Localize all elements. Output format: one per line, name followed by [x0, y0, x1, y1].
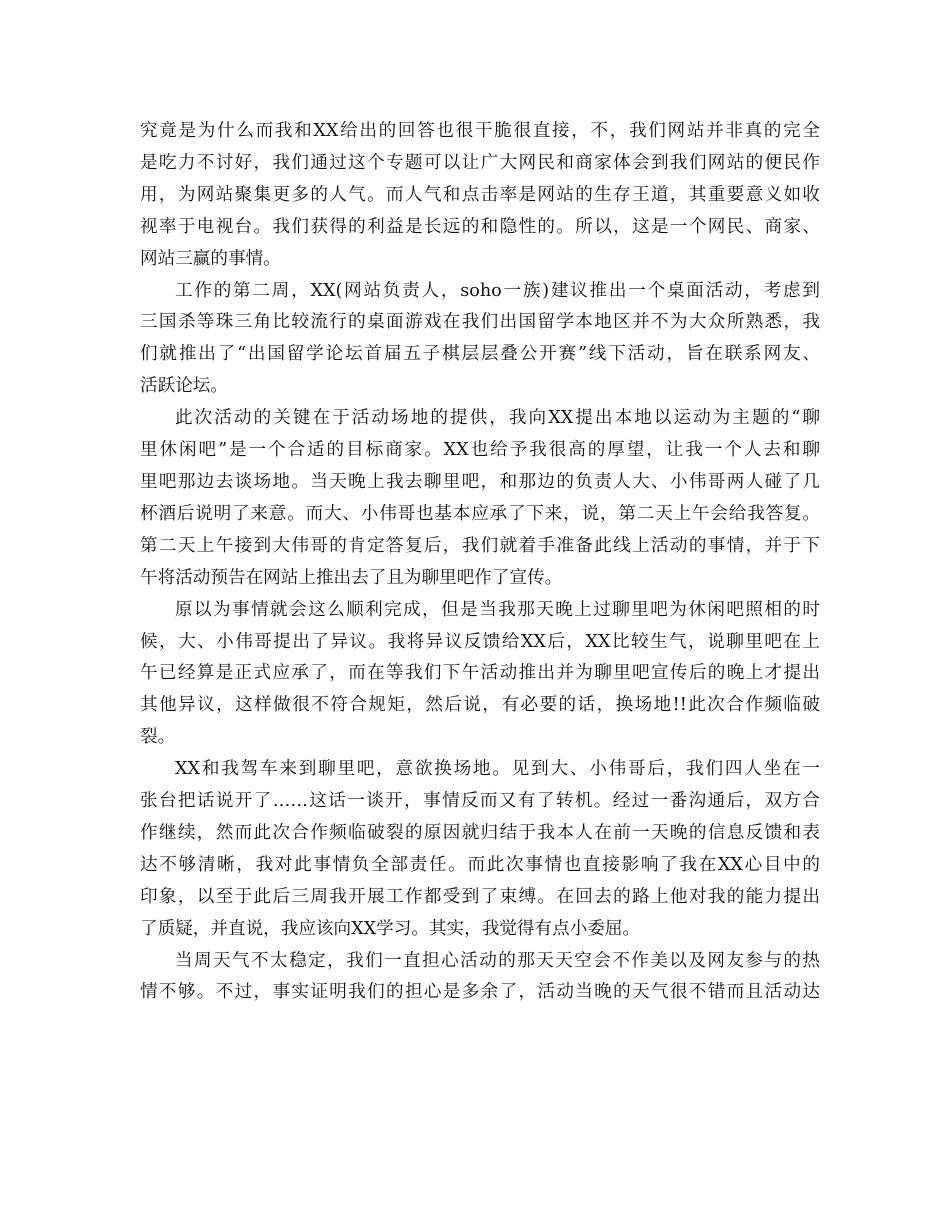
- text-line: 三国杀等珠三角比较流行的桌面游戏在我们出国留学本地区并不为大众所熟悉，我: [140, 312, 820, 333]
- paragraph-6: [140, 946, 820, 1010]
- document-body: [140, 116, 820, 1009]
- paragraph-2: [140, 276, 820, 404]
- paragraph-5: [140, 754, 820, 945]
- text-line: 达不够清晰，我对此事情负全部责任。而此次事情也直接影响了我在XX心目中的: [140, 854, 820, 875]
- paragraph-4: [140, 595, 820, 755]
- text-line: 原以为事情就会这么顺利完成，但是当我那天晚上过聊里吧为休闲吧照相的时: [175, 599, 820, 620]
- text-line: 此次活动的关键在于活动场地的提供，我向XX提出本地以运动为主题的“聊: [175, 408, 820, 429]
- text-line: 究竟是为什么而我和XX给出的回答也很干脆很直接，不，我们网站并非真的完全: [140, 121, 820, 141]
- text-line: 张台把话说开了……这话一谈开，事情反而又有了转机。经过一番沟通后，双方合: [140, 791, 820, 812]
- text-line: 了质疑，并直说，我应该向XX学习。其实，我觉得有点小委屈。: [140, 918, 641, 939]
- text-line: 其他异议，这样做很不符合规矩，然后说，有必要的话，换场地!!此次合作频临破: [140, 695, 820, 716]
- text-line: 第二天上午接到大伟哥的肯定答复后，我们就着手准备此线上活动的事情，并于下: [140, 535, 820, 556]
- text-line: 们就推出了“出国留学论坛首届五子棋层层叠公开赛”线下活动，旨在联系网友、: [140, 344, 820, 365]
- text-line: 候，大、小伟哥提出了异议。我将异议反馈给XX后，XX比较生气，说聊里吧在上: [140, 631, 820, 652]
- text-line: 网站三赢的事情。: [140, 248, 281, 269]
- text-line: 里休闲吧”是一个合适的目标商家。XX也给予我很高的厚望，让我一个人去和聊: [140, 440, 820, 461]
- paragraph-3: [140, 403, 820, 594]
- text-line: 用，为网站聚集更多的人气。而人气和点击率是网站的生存王道，其重要意义如收: [140, 184, 820, 205]
- text-line: 里吧那边去谈场地。当天晚上我去聊里吧，和那边的负责人大、小伟哥两人碰了几: [140, 471, 820, 492]
- text-line: 工作的第二周，XX(网站负责人，soho一族)建议推出一个桌面活动，考虑到: [175, 280, 820, 301]
- paragraph-1: [140, 116, 820, 276]
- text-line: 情不够。不过，事实证明我们的担心是多余了，活动当晚的天气很不错而且活动达: [140, 982, 820, 1003]
- text-line: 当周天气不太稳定，我们一直担心活动的那天天空会不作美以及网友参与的热: [175, 950, 820, 971]
- text-line: XX和我驾车来到聊里吧，意欲换场地。见到大、小伟哥后，我们四人坐在一: [175, 759, 820, 780]
- text-line: 午已经算是正式应承了，而在等我们下午活动推出并为聊里吧宣传后的晚上才提出: [140, 663, 820, 684]
- text-line: 印象，以至于此后三周我开展工作都受到了束缚。在回去的路上他对我的能力提出: [140, 886, 820, 907]
- text-line: 杯酒后说明了来意。而大、小伟哥也基本应承了下来，说，第二天上午会给我答复。: [140, 503, 820, 524]
- text-line: 裂。: [140, 727, 176, 748]
- text-line: 作继续，然而此次合作频临破裂的原因就归结于我本人在前一天晚的信息反馈和表: [140, 822, 820, 843]
- text-line: 是吃力不讨好，我们通过这个专题可以让广大网民和商家体会到我们网站的便民作: [140, 152, 820, 173]
- text-line: 午将活动预告在网站上推出去了且为聊里吧作了宣传。: [140, 567, 563, 588]
- text-line: 视率于电视台。我们获得的利益是长远的和隐性的。所以，这是一个网民、商家、: [140, 216, 820, 237]
- text-line: 活跃论坛。: [140, 376, 228, 397]
